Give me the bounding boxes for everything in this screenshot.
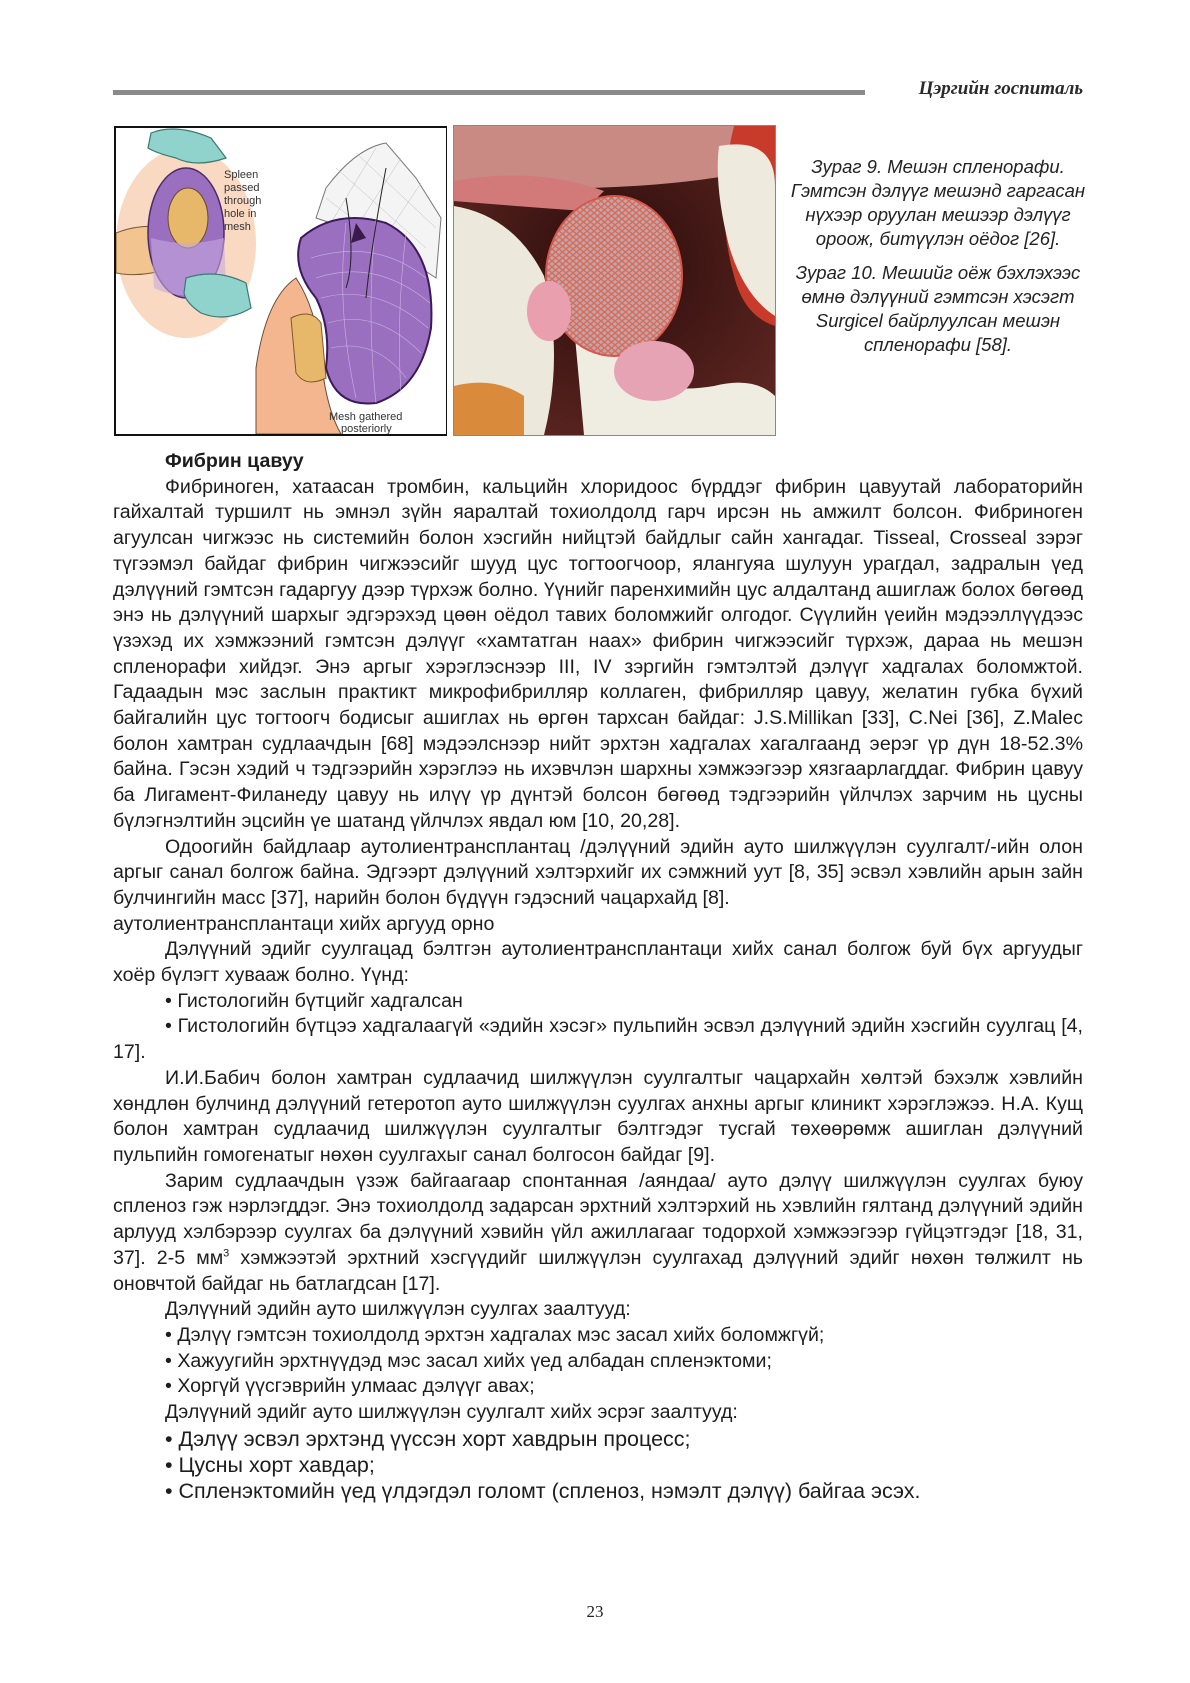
article-body bbox=[113, 449, 1083, 1504]
svg-text:mesh: mesh bbox=[224, 221, 251, 233]
paragraph-babich: И.И.Бабич болон хамтран судлаачид шилжүүлэн суулгалтыг чацархайн хөлтэй бэхэлж хэвлийн хөндлөн булчинд дэлүүний гетеротоп ауто шилжүүлэн суулгах анхны аргыг клиникт хэрэглэжээ. Н.А. Кущ болон хамтран судлаачид шилжүүлэн суулгалтыг бэлтгэдэг тусгай төхөөрөмж ашиглан дэлүүний пульпийн гомогенатыг нөхөн суулгахыг санал болгосон байдаг [9]. bbox=[113, 1066, 1083, 1166]
surgical-photo bbox=[454, 126, 775, 435]
svg-text:posteriorly: posteriorly bbox=[341, 423, 392, 434]
svg-text:passed: passed bbox=[224, 182, 260, 194]
group-item-2: • Гистологийн бүтцээ хадгалаагүй «эдийн хэсэг» пульпийн эсвэл дэлүүний эдийн хэсгийн суулгац [4, 17]. bbox=[113, 1015, 1083, 1064]
svg-text:through: through bbox=[224, 195, 262, 207]
caption-figure-9: Зураг 9. Мешэн спленорафи. Гэмтсэн дэлүүг мешэнд гаргасан нүхээр оруулан мешээр дэлүүг ороож, битүүлэн оёдог [26]. bbox=[790, 156, 1086, 249]
indication-item: • Хоргүй үүсгэврийн улмаас дэлүүг авах; bbox=[165, 1375, 535, 1398]
indications-heading: Дэлүүний эдийн ауто шилжүүлэн суулгах заалтууд: bbox=[165, 1298, 631, 1321]
svg-text:Spleen: Spleen bbox=[224, 169, 259, 181]
paragraph-splenosis: Зарим судлаачдын үзэж байгаагаар спонтанная /аяндаа/ ауто дэлүү шилжүүлэн суулгах буюу спленоз гэж нэрлэгддэг. Энэ тохиолдолд задарсан эрхтний хэлтэрхий нь хэвлийн гялтанд дэлүүний эдийн арлууд хэлбэрээр суулгах ба дэлүүний хэвийн үйл ажиллагааг тодорхой хэмжээгээр гүйцэтгэдэг [18, 31, 37]. 2-5 $мм^3$ хэмжээтэй эрхтний хэсгүүдийг шилжүүлэн суулгахад дэлүүний эдийг нөхөн төлжилт нь оновчтой байдаг нь батлагдсан [17]. bbox=[113, 1169, 1083, 1295]
svg-text:hole in: hole in bbox=[224, 208, 257, 220]
indication-item: • Дэлүү гэмтсэн тохиолдолд эрхтэн хадгалах мэс засал хийх боломжгүй; bbox=[165, 1323, 825, 1346]
paragraph-autotransplant: Одоогийн байдлаар аутолиентрансплантац /дэлүүний эдийн ауто шилжүүлэн суулгалт/-ийн олон аргыг санал болгож байна. Эдгээрт дэлүүний хэлтэрхийг их сэмжний уут [8, 35] эсвэл хэвлийн арын зайн булчингийн масс [37], нарийн болон бүдүүн гэдэсний чацархайд [8]. bbox=[113, 835, 1083, 909]
contraindications-heading: Дэлүүний эдийг ауто шилжүүлэн суулгалт хийх эсрэг заалтууд: bbox=[165, 1401, 738, 1424]
group-item-1: • Гистологийн бүтцийг хадгалсан bbox=[165, 989, 463, 1012]
figure-captions bbox=[788, 155, 1088, 367]
contraindication-item: • Дэлүү эсвэл эрхтэнд үүссэн хорт хавдрын процесс; bbox=[165, 1426, 691, 1451]
paragraph-two-groups: Дэлүүний эдийг суулгацад бэлтгэн аутолиентрансплантаци хийх санал болгож буй бүх аргуудыг хоёр бүлэгт хуваaж болно. Үүнд: bbox=[113, 938, 1083, 987]
svg-text:Mesh gathered: Mesh gathered bbox=[329, 411, 403, 423]
paragraph-fibrin-glue: Фибриноген, хатаасан тромбин, кальцийн хлоридоос бүрддэг фибрин цавуутай лабораторийн гайхалтай туршилт нь эмнэл зүйн яаралтай тохиолдолд гарч ирсэн нь амжилт болсон. Фибриноген агуулсан чигжээс нь системийн болон хэсгийн нийцтэй байдлыг сайн хангадаг. Tisseal, Crosseal зэрэг түгээмэл байдаг фибрин чигжээсийг шууд цус тогтоогчоор, ялангуяа шулуун урагдал, задралын үед дэлүүний гэмтсэн гадаргуу дээр түрхэж болно. Үүнийг паренхимийн цус алдалтанд ашиглаж болох бөгөөд энэ нь дэлүүний шархыг эдгэрэхэд цөөн оёдол тавих боломжийг олгодог. Сүүлийн үеийн мэдээллүүдээс үзэхэд их хэмжээний гэмтсэн дэлүүг «хамтатган наах» фибрин чигжээсийг түрхэж, дараа нь мешэн спленорафи хийдэг. Энэ аргыг хэрэглэснээр III, IV зэргийн гэмтэлтэй дэлүүг хадгалах боломжтой. Гадаадын мэс заслын практикт микрофибрилляр коллаген, фибрилляр цавуу, желатин губка бүхий байгалийн цус тогтоогч бодисыг ашиглах нь өргөн тархсан байдаг: J.S.Millikan [33], C.Nei [36], Z.Malec болон хамтран судлаачдын [68] мэдээлснээр нийт эрхтэн хадгалах хагалгаанд эерэг үр дүн 18-52.3% байна. Гэсэн хэдий ч тэдгээрийн хэрэглээ нь ихэвчлэн шархны хэмжээгээр хязгаарлагддаг. Фибрин цавуу ба Лигамент-Филанеду цавуу нь илүү үр дүнтэй болсон бөгөөд тэдгээрийн үйлчлэх зарчим нь цусны бүлэгнэлтийн эцсийн үе шатанд үйлчлэх явдал юм [10, 20,28]. bbox=[113, 475, 1083, 832]
label-spleen-passed bbox=[224, 169, 261, 233]
contraindication-item: • Спленэктомийн үед үлдэгдэл голомт (спленоз, нэмэлт дэлүү) байгаа эсэх. bbox=[165, 1478, 921, 1503]
page-number: 23 bbox=[586, 1602, 604, 1621]
caption-figure-10: Зураг 10. Мешийг оёж бэхлэхээс өмнө дэлүүний гэмтсэн хэсэгт Surgicel байрлуулсан мешэн спленорафи [58]. bbox=[795, 262, 1081, 355]
figure-10-surgical-photo bbox=[453, 125, 776, 436]
running-header bbox=[113, 78, 1083, 102]
figure-9-illustration bbox=[114, 126, 447, 436]
paragraph-autotransplant-tail: аутолиентрансплантаци хийх аргууд орно bbox=[113, 912, 495, 935]
spleen-mesh-illustration bbox=[116, 128, 446, 434]
header-rule bbox=[113, 90, 865, 95]
indication-item: • Хажуугийн эрхтнүүдэд мэс засал хийх үед албадан спленэктоми; bbox=[165, 1349, 772, 1372]
contraindication-item: • Цусны хорт хавдар; bbox=[165, 1452, 375, 1477]
label-mesh-gathered bbox=[329, 411, 402, 434]
section-heading: Фибрин цавуу bbox=[165, 450, 304, 472]
journal-title: Цэргийн госпиталь bbox=[918, 78, 1083, 99]
